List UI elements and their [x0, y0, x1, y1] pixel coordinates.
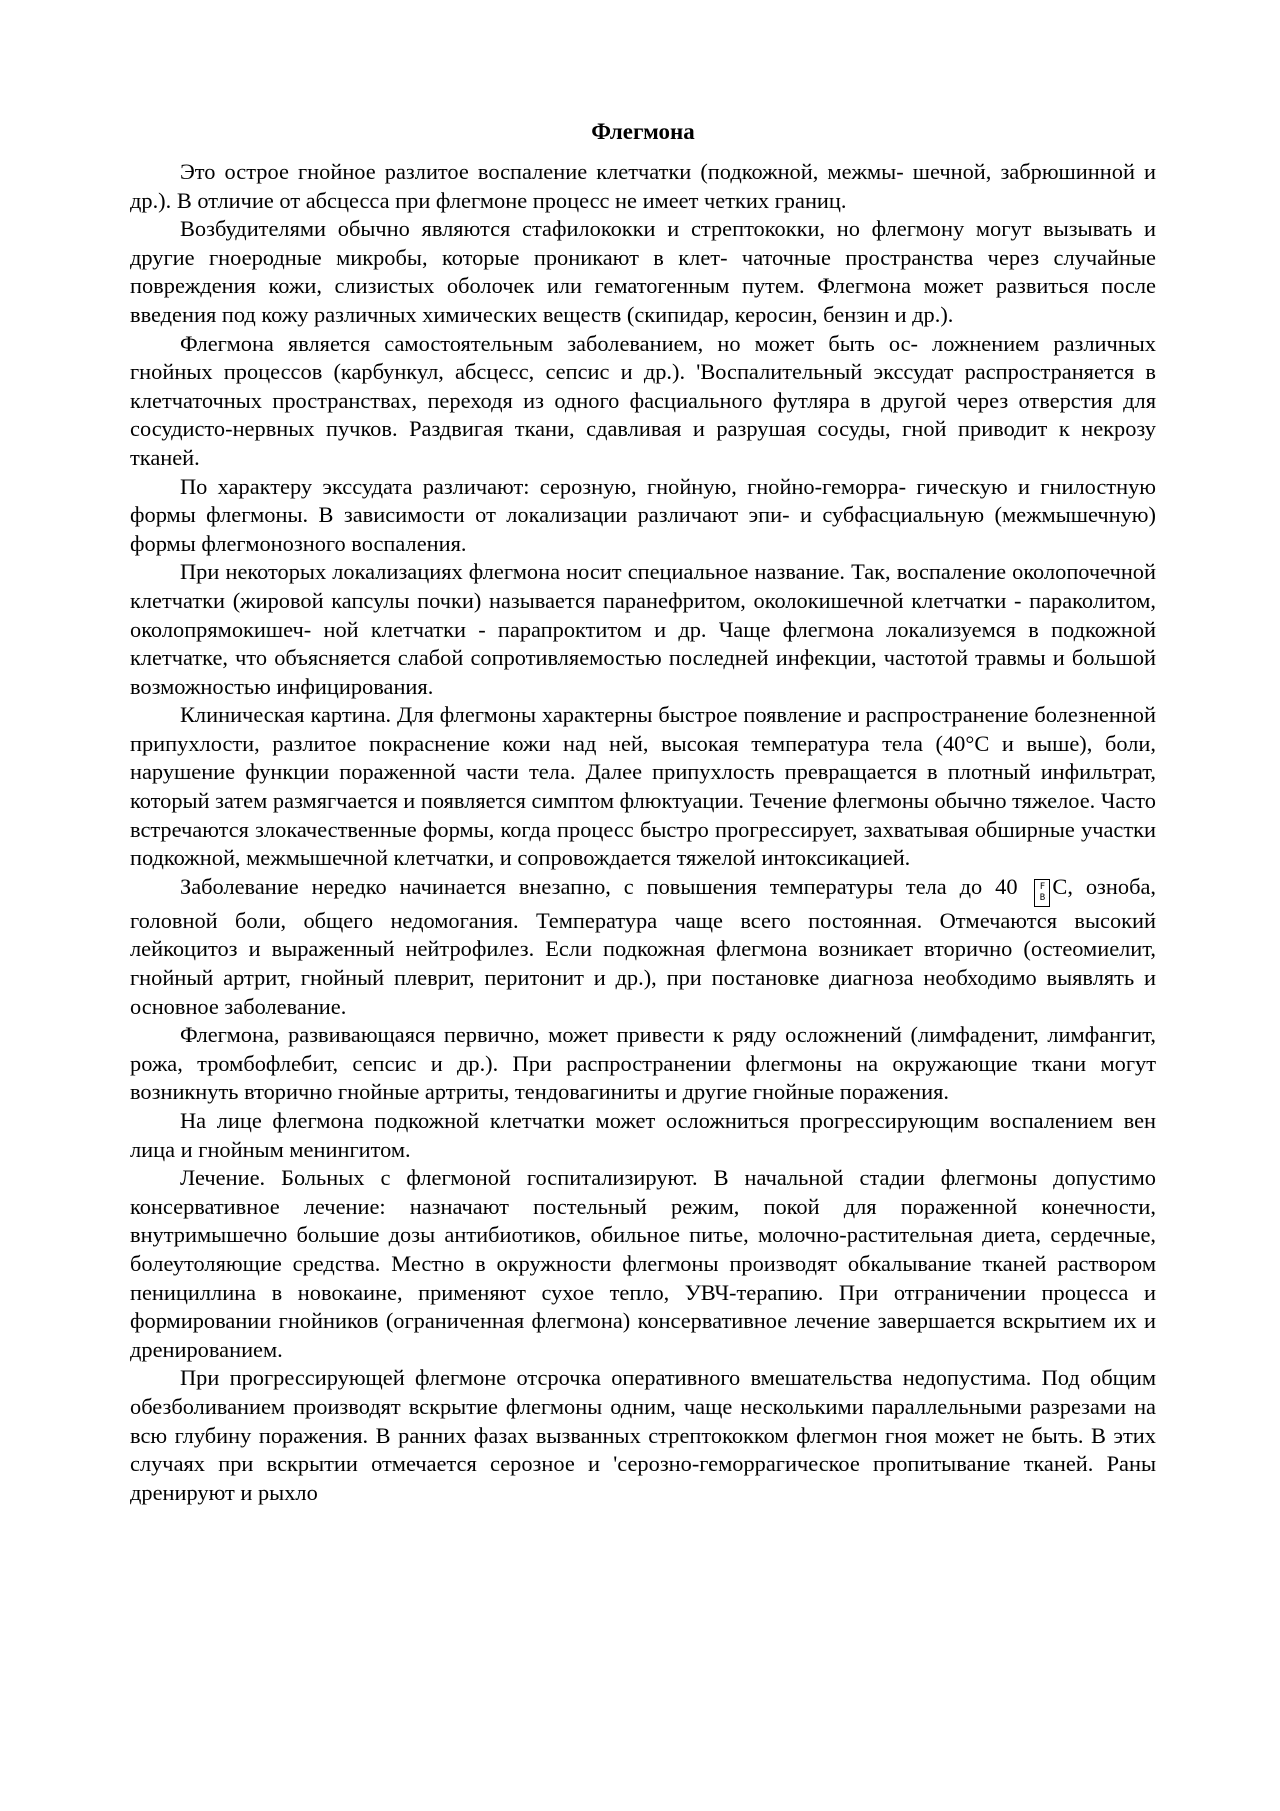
paragraph-5: При некоторых локализациях флегмона носит специальное название. Так, воспаление околопочечной клетчатки (жировой капсулы почки) называется паранефритом, околокишечной клетчатки - параколитом, околопрямокишеч- ной клетчатки - парапроктитом и др. Чаще флегмона локализуемся в подкожной клетчатке, что объясняется слабой сопротивляемостью последней инфекции, частотой травмы и большой возможностью инфицирования.	[130, 559, 1156, 699]
paragraph-3: Флегмона является самостоятельным заболеванием, но может быть ос- ложнением различных гнойных процессов (карбункул, абсцесс, сепсис и др.). 'Воспалительный экссудат распространяется в клетчаточных пространствах, переходя из одного фасциального футляра в другой через отверстия для сосудисто-нервных пучков. Раздвигая ткани, сдавливая и разрушая сосуды, гной приводит к некрозу тканей.	[130, 330, 1156, 470]
paragraph-7	[130, 873, 1156, 1021]
paragraph-7-end: C, озноба, головной боли, общего недомогания. Температура чаще всего постоянная. Отмечаются высокий лейкоцитоз и выраженный нейтрофилез. Если подкожная флегмона возникает вторично (остеомиелит, гнойный артрит, гнойный плеврит, перитонит и др.), при постановке диагноза необходимо выявлять и основное заболевание.	[130, 873, 1156, 1019]
document-title: Флегмона	[591, 119, 695, 144]
paragraph-8: Флегмона, развивающаяся первично, может привести к ряду осложнений (лимфаденит, лимфангит, рожа, тромбофлебит, сепсис и др.). При распространении флегмоны на окружающие ткани могут возникнуть вторично гнойные артриты, тендовагиниты и другие гнойные поражения.	[130, 1022, 1156, 1105]
paragraph-9: На лице флегмона подкожной клетчатки может осложниться прогрессирующим воспалением вен лица и гнойным менингитом.	[130, 1108, 1156, 1162]
missing-glyph-code: F B	[1039, 881, 1046, 903]
paragraph-11: При прогрессирующей флегмоне отсрочка оперативного вмешательства недопустима. Под общим обезболиванием производят вскрытие флегмоны одним, чаще несколькими параллельными разрезами на всю глубину поражения. В ранних фазах вызванных стрептококком флегмон гноя может не быть. В этих случаях при вскрытии отмечается серозное и 'серозно-геморрагическое пропитывание тканей. Раны дренируют и рыхло	[130, 1365, 1156, 1505]
document-page	[130, 118, 1156, 1507]
paragraph-6: Клиническая картина. Для флегмоны характерны быстрое появление и распространение болезненной припухлости, разлитое покраснение кожи над ней, высокая температура тела (40°C и выше), боли, нарушение функции пораженной части тела. Далее припухлость превращается в плотный инфильтрат, который затем размягчается и появляется симптом флюктуации. Течение флегмоны обычно тяжелое. Часто встречаются злокачественные формы, когда процесс быстро прогрессирует, захватывая обширные участки подкожной, межмышечной клетчатки, и сопровождается тяжелой интоксикацией.	[130, 702, 1156, 871]
paragraph-4: По характеру экссудата различают: серозную, гнойную, гнойно-геморра- гическую и гнилостную формы флегмоны. В зависимости от локализации различают эпи- и субфасциальную (межмышечную) формы флегмонозного воспаления.	[130, 473, 1156, 556]
paragraph-7-start: Заболевание нередко начинается внезапно, с повышения температуры тела до 40	[180, 873, 1018, 899]
paragraph-10: Лечение. Больных с флегмоной госпитализируют. В начальной стадии флегмоны допустимо консервативное лечение: назначают постельный режим, покой для пораженной конечности, внутримышечно большие дозы антибиотиков, обильное питье, молочно-растительная диета, сердечные, болеутоляющие средства. Местно в окружности флегмоны производят обкалывание тканей раствором пенициллина в новокаине, применяют сухое тепло, УВЧ-терапию. При отграничении процесса и формировании гнойников (ограниченная флегмона) консервативное лечение завершается вскрытием их и дренированием.	[130, 1165, 1156, 1362]
paragraph-2: Возбудителями обычно являются стафилококки и стрептококки, но флегмону могут вызывать и другие гноеродные микробы, которые проникают в клет- чаточные пространства через случайные повреждения кожи, слизистых оболочек или гематогенным путем. Флегмона может развиться после введения под кожу различных химических веществ (скипидар, керосин, бензин и др.).	[130, 216, 1156, 327]
paragraph-1: Это острое гнойное разлитое воспаление клетчатки (подкожной, межмы- шечной, забрюшинной и др.). В отличие от абсцесса при флегмоне процесс не имеет четких границ.	[130, 159, 1156, 213]
missing-glyph-icon	[1034, 879, 1050, 907]
